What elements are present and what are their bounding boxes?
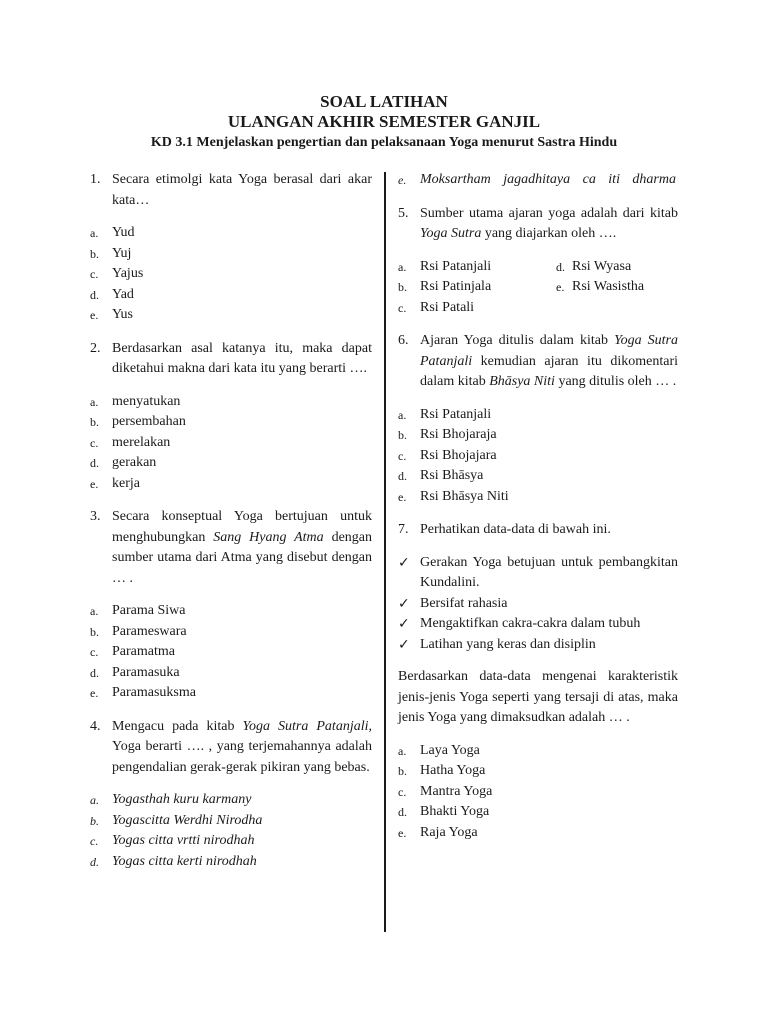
option-text: Yus xyxy=(112,307,134,322)
question-5 xyxy=(398,204,678,319)
question-4 xyxy=(90,717,372,873)
option-letter: b. xyxy=(398,280,407,294)
question-text-part: Mengacu pada kitab xyxy=(112,718,243,734)
option-letter: d. xyxy=(90,287,99,302)
answer-option[interactable] xyxy=(90,392,372,413)
answer-option[interactable] xyxy=(556,257,676,278)
option-letter: a. xyxy=(398,743,407,758)
question-number: 3. xyxy=(90,509,101,524)
option-text: Moksartham jagadhitaya ca iti dharma xyxy=(420,172,676,187)
option-letter: e. xyxy=(90,476,99,491)
answer-options xyxy=(398,257,678,319)
answer-option[interactable] xyxy=(398,277,556,298)
option-text: Raja Yoga xyxy=(420,824,478,840)
answer-options xyxy=(90,790,372,872)
option-text: Rsi Patanjali xyxy=(420,258,492,274)
question-text: Berdasarkan asal katanya itu, maka dapat diketahui makna dari kata itu yang berarti …. xyxy=(112,340,372,376)
competency-statement: KD 3.1 Menjelaskan pengertian dan pelaksanaan Yoga menurut Sastra Hindu xyxy=(150,135,618,150)
option-letter: c. xyxy=(90,834,99,848)
option-letter: b. xyxy=(90,813,99,828)
option-text: Yud xyxy=(112,225,135,240)
answer-option[interactable] xyxy=(90,622,372,643)
question-text-part: dengan sumber utama dari Atma yang disebut dengan … . xyxy=(112,529,373,586)
option-text: Rsi Wasistha xyxy=(572,279,645,294)
option-letter: c. xyxy=(398,300,407,315)
answer-option[interactable] xyxy=(398,405,678,426)
option-text: Paramasuka xyxy=(112,664,180,680)
checklist-text: Bersifat rahasia xyxy=(420,595,508,611)
answer-option[interactable] xyxy=(90,474,372,495)
question-number: 5. xyxy=(398,205,409,221)
option-letter: b. xyxy=(90,624,99,639)
option-text: Parama Siwa xyxy=(112,603,186,618)
check-mark-icon: ✓ xyxy=(398,554,410,571)
checklist-item xyxy=(398,594,678,615)
option-text: Rsi Bhojajara xyxy=(420,447,497,463)
option-text: Rsi Patinjala xyxy=(420,279,492,294)
answer-option[interactable] xyxy=(398,761,678,782)
answer-option[interactable] xyxy=(90,601,372,622)
option-text: Paramasuksma xyxy=(112,685,196,700)
option-letter: e. xyxy=(398,489,407,504)
answer-option[interactable] xyxy=(398,741,678,762)
answer-option[interactable] xyxy=(90,683,372,704)
question-number: 1. xyxy=(90,172,101,187)
answer-option[interactable] xyxy=(90,852,372,873)
answer-option[interactable] xyxy=(398,298,556,319)
answer-options xyxy=(90,601,372,704)
option-text: Rsi Bhojaraja xyxy=(420,427,497,442)
document-header xyxy=(0,92,768,152)
question-text-part: kemudian ajaran itu dikomentari dalam kitab xyxy=(420,353,678,389)
option-text: Yajus xyxy=(112,266,144,281)
question-text-part: yang ditulis oleh … . xyxy=(554,374,677,389)
option-text: Rsi Bhāsya Niti xyxy=(420,488,509,504)
question-paragraph: Berdasarkan data-data mengenai karakteristik jenis-jenis Yoga seperti yang tersaji di atas, maka jenis Yoga yang dimaksudkan adalah … . xyxy=(398,669,678,725)
option-letter: e. xyxy=(556,280,565,294)
answer-option[interactable] xyxy=(90,285,372,306)
check-mark-icon: ✓ xyxy=(398,616,410,632)
option-letter: d. xyxy=(398,469,407,483)
option-text: Mantra Yoga xyxy=(420,783,493,799)
option-letter: c. xyxy=(90,435,99,450)
answer-options xyxy=(398,741,678,844)
question-number: 7. xyxy=(398,522,409,537)
option-text: Yogas citta kerti nirodhah xyxy=(112,853,257,869)
question-7 xyxy=(398,520,678,843)
question-text xyxy=(112,717,372,779)
answer-option[interactable] xyxy=(398,487,678,508)
answer-option[interactable] xyxy=(398,425,678,446)
question-text-italic: Bhāsya Niti xyxy=(489,374,555,389)
answer-option[interactable] xyxy=(90,433,372,454)
option-letter: c. xyxy=(398,784,407,799)
question-number: 6. xyxy=(398,333,409,348)
data-checklist xyxy=(398,553,678,656)
option-text: kerja xyxy=(112,475,140,491)
option-text: Rsi Patali xyxy=(420,299,475,315)
option-letter: a. xyxy=(90,226,99,240)
option-letter: a. xyxy=(90,604,99,618)
option-text: Paramatma xyxy=(112,644,175,659)
answer-option[interactable] xyxy=(90,223,372,244)
answer-options xyxy=(90,392,372,495)
page-subtitle: ULANGAN AKHIR SEMESTER GANJIL xyxy=(227,112,541,131)
option-text: Hatha Yoga xyxy=(420,763,486,778)
question-text-part: Secara konseptual Yoga bertujuan untuk menghubungkan xyxy=(112,509,372,545)
option-letter: d. xyxy=(398,805,407,819)
checklist-text: Gerakan Yoga betujuan untuk pembangkitan Kundalini. xyxy=(420,554,678,590)
option-letter: c. xyxy=(398,448,407,463)
answer-option[interactable] xyxy=(398,802,678,823)
question-text xyxy=(420,331,678,393)
answer-option[interactable] xyxy=(90,663,372,684)
option-text: Yuj xyxy=(112,245,132,261)
option-text: Yogas citta vrtti nirodhah xyxy=(112,833,255,848)
question-text-italic: Sang Hyang Atma xyxy=(213,529,324,545)
option-text: gerakan xyxy=(112,455,157,470)
answer-option[interactable] xyxy=(398,257,556,278)
checklist-item xyxy=(398,635,678,656)
question-1 xyxy=(90,170,372,326)
option-letter: e. xyxy=(398,825,407,840)
answer-option[interactable] xyxy=(398,170,678,191)
question-number: 4. xyxy=(90,718,101,734)
answer-option[interactable] xyxy=(398,446,678,467)
option-text: Rsi Patanjali xyxy=(420,406,492,422)
answer-options xyxy=(90,223,372,326)
option-letter: e. xyxy=(398,173,407,187)
question-number: 2. xyxy=(90,340,101,356)
option-text: merelakan xyxy=(112,434,171,450)
option-letter: a. xyxy=(90,793,99,807)
question-text-italic: Yoga Sutra xyxy=(420,226,482,241)
option-text: Rsi Bhāsya xyxy=(420,468,484,483)
question-text-part: Yoga berarti …. , yang terjemahannya adalah pengendalian gerak-gerak pikiran yang bebas. xyxy=(112,739,372,775)
answer-options-continued xyxy=(398,170,678,191)
answer-option[interactable] xyxy=(398,823,678,844)
option-letter: b. xyxy=(398,764,407,778)
checklist-item xyxy=(398,614,678,635)
option-letter: c. xyxy=(90,267,99,281)
answer-option[interactable] xyxy=(90,790,372,811)
option-letter: a. xyxy=(398,259,407,274)
checklist-text: Mengaktifkan cakra-cakra dalam tubuh xyxy=(420,616,641,631)
option-letter: d. xyxy=(556,259,565,274)
option-letter: a. xyxy=(90,394,99,409)
question-text: Perhatikan data-data di bawah ini. xyxy=(420,522,611,537)
question-text-part: Ajaran Yoga ditulis dalam kitab xyxy=(420,333,615,348)
column-divider xyxy=(384,172,386,932)
question-text-part: yang diajarkan oleh …. xyxy=(481,226,617,241)
left-column xyxy=(90,170,372,872)
question-text-italic: Yoga Sutra Patanjali xyxy=(420,333,678,369)
option-letter: b. xyxy=(90,415,99,429)
option-text: Parameswara xyxy=(112,623,187,639)
option-text: persembahan xyxy=(112,414,186,429)
question-6 xyxy=(398,331,678,507)
answer-option[interactable] xyxy=(90,811,372,832)
answer-option[interactable] xyxy=(556,277,676,298)
checklist-text: Latihan yang keras dan disiplin xyxy=(420,636,596,652)
answer-option[interactable] xyxy=(90,642,372,663)
option-letter: e. xyxy=(90,686,99,700)
option-letter: d. xyxy=(90,456,99,470)
right-column xyxy=(398,170,678,843)
answer-options xyxy=(398,405,678,508)
check-mark-icon: ✓ xyxy=(398,595,410,612)
page-title: SOAL LATIHAN xyxy=(320,92,448,111)
option-text: Laya Yoga xyxy=(420,742,480,758)
question-text xyxy=(112,507,372,589)
answer-option[interactable] xyxy=(90,453,372,474)
question-3 xyxy=(90,507,372,704)
answer-option[interactable] xyxy=(90,831,372,852)
option-text: Yogascitta Werdhi Nirodha xyxy=(112,812,263,828)
option-letter: d. xyxy=(90,665,99,680)
answer-option[interactable] xyxy=(90,412,372,433)
option-letter: e. xyxy=(90,308,99,322)
option-text: Bhakti Yoga xyxy=(420,804,490,819)
checklist-item xyxy=(398,553,678,594)
option-text: Yogasthah kuru karmany xyxy=(112,792,252,807)
option-text: menyatukan xyxy=(112,393,181,409)
option-letter: b. xyxy=(398,428,407,442)
answer-option[interactable] xyxy=(90,264,372,285)
question-text-part: Sumber utama ajaran yoga adalah dari kitab xyxy=(420,205,678,221)
option-text: Yad xyxy=(112,286,134,302)
question-text xyxy=(420,204,678,245)
question-2 xyxy=(90,339,372,495)
option-letter: c. xyxy=(90,645,99,659)
answer-option[interactable] xyxy=(398,466,678,487)
answer-option[interactable] xyxy=(90,305,372,326)
question-text-italic: Yoga Sutra Patanjali, xyxy=(242,718,372,734)
option-letter: a. xyxy=(398,407,407,422)
answer-option[interactable] xyxy=(398,782,678,803)
option-letter: d. xyxy=(90,854,99,869)
option-text: Rsi Wyasa xyxy=(572,258,632,274)
check-mark-icon: ✓ xyxy=(398,636,410,653)
option-letter: b. xyxy=(90,246,99,261)
question-text: Secara etimolgi kata Yoga berasal dari akar kata… xyxy=(112,172,372,208)
answer-option[interactable] xyxy=(90,244,372,265)
